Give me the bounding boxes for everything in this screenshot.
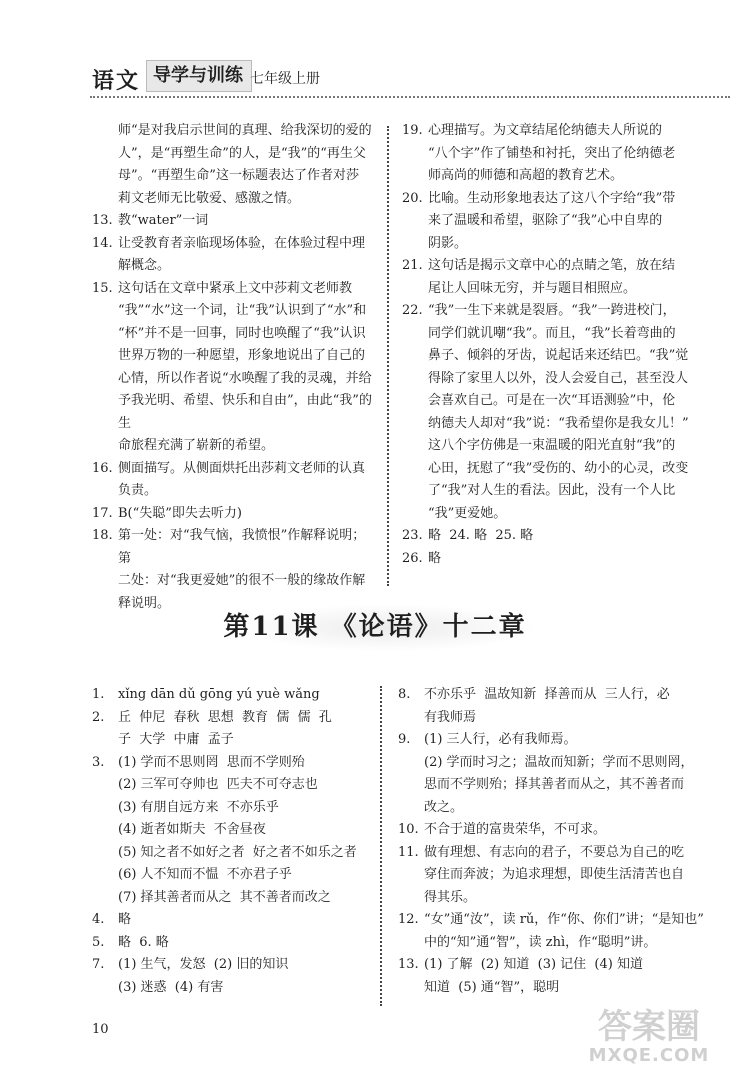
subject-label: 语文	[92, 68, 141, 94]
answer-text: 这句话是揭示文章中心的点睛之笔，放在结 尾让人回味无穷，并与题目相照应。	[428, 258, 676, 296]
answer-text: 略 6. 略	[118, 934, 169, 950]
answer-text: 让受教育者亲临现场体验，在体验过程中理 解概念。	[118, 235, 366, 273]
answer-item	[402, 120, 702, 188]
answer-item	[92, 752, 374, 910]
answer-item	[92, 954, 374, 999]
answer-number: 10.	[398, 822, 419, 837]
answer-text: 略	[428, 550, 442, 566]
answer-item	[92, 684, 374, 707]
answer-item	[92, 503, 376, 526]
answer-item	[402, 300, 702, 525]
answer-text: “女”通“汝”，读 rǔ，作“你、你们”讲；“是知也” 中的“知”通“智”，读 zhì，作“聪明”讲。	[424, 912, 704, 950]
answer-text: (1) 生气，发怒 (2) 旧的知识 (3) 迷惑 (4) 有害	[118, 957, 289, 995]
answer-text: 心理描写。为文章结尾伦纳德夫人所说的 “八个字”作了铺垫和衬托，突出了伦纳德老 师高尚的师德和高超的教育艺术。	[428, 123, 676, 183]
answer-text: 侧面描写。从侧面烘托出莎莉文老师的认真 负责。	[118, 460, 366, 498]
answer-number: 9.	[398, 732, 411, 747]
answer-number: 22.	[402, 303, 423, 318]
answer-number: 11.	[398, 844, 419, 860]
answer-text: 这句话在文章中紧承上文中莎莉文老师教 “我”“水”这一个词，让“我”认识到了“水”和 “杯”并不是一回事，同时也唤醒了“我”认识 世界万物的一种愿望，形象地说出了自己的 心情，所以作者说“水唤醒了我的灵魂，并给 予我光明、希望、快乐和自由”，由此“我”的生 命旅程充满了崭新的希望。	[118, 280, 372, 453]
answer-item	[92, 909, 374, 932]
answer-item	[402, 548, 702, 571]
header-rule	[90, 96, 730, 98]
answer-text: 不亦乐乎 温故知新 择善而从 三人行，必 有我师焉	[424, 687, 670, 725]
answer-number: 17.	[92, 505, 113, 521]
answer-text: 略	[118, 912, 132, 927]
answer-item	[92, 525, 376, 615]
watermark-logo	[560, 1008, 738, 1072]
answer-number	[92, 120, 118, 210]
answer-text: “我”一生下来就是裂唇。“我”一跨进校门， 同学们就讥嘲“我”。而且，“我”长着弯曲的 鼻子、倾斜的牙齿，说起话来还结巴。“我”觉 得除了家里人以外，没人会爱自己，甚至没人 会喜欢自己。可是在一次“耳语测验”中，伦 纳德夫人却对“我”说：“我希望你是我女儿！” 这八个字仿佛是一束温暖的阳光直射“我”的 心田，抚慰了“我”受伤的、幼小的心灵，改变 了“我”对人生的看法。因此，没有一个人比 “我”更爱她。	[428, 303, 689, 521]
column-divider	[380, 686, 382, 1006]
answer-item	[92, 210, 376, 233]
watermark-url: MXQE.COM	[588, 1045, 710, 1066]
answer-item	[398, 819, 704, 842]
answer-number: 4.	[92, 912, 105, 927]
answer-text: 第一处：对“我气恼，我愤恨”作解释说明；第 二处：对“我更爱她”的很不一般的缘故作解 释说明。	[118, 528, 366, 611]
answer-number: 3.	[92, 754, 105, 770]
answer-number: 7.	[92, 957, 105, 972]
answer-item	[398, 684, 704, 729]
answer-item	[92, 233, 376, 278]
answer-number: 13.	[92, 213, 113, 228]
answer-text: (1) 了解 (2) 知道 (3) 记住 (4) 知道 知道 (5) 通“智”，聪明	[424, 957, 643, 995]
answer-item	[402, 525, 702, 548]
answer-number: 13.	[398, 957, 419, 972]
book-title: 导学与训练	[146, 60, 252, 92]
page-number: 10	[92, 1022, 109, 1037]
answer-number: 23.	[402, 528, 423, 543]
answer-number: 26.	[402, 550, 423, 566]
answer-number: 15.	[92, 280, 113, 296]
answer-item	[92, 278, 376, 458]
answer-number: 1.	[92, 687, 105, 702]
answer-item	[92, 458, 376, 503]
answer-text: (1) 学而不思则罔 思而不学则殆 (2) 三军可夺帅也 匹夫不可夺志也 (3) 有朋自远方来 不亦乐乎 (4) 逝者如斯夫 不舍昼夜 (5) 知之者不如好之者 好之者不如乐之者 (6) 人不知而不愠 不亦君子乎 (7) 择其善者而从之 其不善者而改之	[118, 754, 357, 905]
answer-item	[92, 120, 376, 210]
answer-text: 比喻。生动形象地表达了这八个字给“我”带 来了温暖和希望，驱除了“我”心中自卑的 阴影。	[428, 190, 676, 251]
answer-text: 丘 仲尼 春秋 思想 教育 儒 儒 孔 子 大学 中庸 孟子	[118, 709, 332, 747]
answer-text: 教“water”一词	[118, 213, 209, 228]
answer-item	[92, 707, 374, 752]
answer-text: (1) 三人行，必有我师焉。 (2) 学而时习之；温故而知新；学而不思则罔， 思而不学则殆；择其善者而从之，其不善者而 改之。	[424, 732, 694, 815]
watermark-text: 答案圈	[598, 1007, 700, 1047]
lesson-title: 第11课 《论语》十二章	[223, 612, 527, 642]
answer-text: 做有理想、有志向的君子，不要总为自己的吃 穿住而奔波；为追求理想，即使生活清苦也自 得其乐。	[424, 844, 685, 905]
answer-item	[398, 729, 704, 819]
answer-number: 20.	[402, 190, 423, 206]
answer-item	[398, 909, 704, 954]
answer-number: 2.	[92, 709, 105, 725]
answer-number: 19.	[402, 123, 423, 138]
answer-item	[402, 255, 702, 300]
answer-number: 16.	[92, 460, 113, 476]
answer-item	[402, 188, 702, 256]
answer-text: B(“失聪”即失去听力)	[118, 505, 242, 521]
answer-number: 5.	[92, 934, 105, 950]
answer-text: 师“是对我启示世间的真理、给我深切的爱的 人”，是“再塑生命”的人，是“我”的“再生父 母”。“再塑生命”这一标题表达了作者对莎 莉文老师无比敬爱、感激之情。	[118, 123, 372, 206]
answer-item	[398, 842, 704, 910]
column-divider	[387, 126, 389, 586]
answer-number: 8.	[398, 687, 411, 702]
lower-right-column	[398, 684, 704, 999]
lower-left-column	[92, 684, 374, 999]
answer-text: 略 24. 略 25. 略	[428, 528, 534, 543]
upper-left-column	[92, 120, 376, 615]
answer-number: 14.	[92, 235, 113, 251]
answer-number: 21.	[402, 258, 423, 273]
upper-right-column	[402, 120, 702, 570]
grade-label: 七年级上册	[250, 71, 320, 87]
answer-item	[92, 932, 374, 955]
answer-text: xǐng dān dǔ gōng yú yuè wǎng	[118, 687, 320, 702]
answer-item	[398, 954, 704, 999]
answer-number: 18.	[92, 528, 113, 543]
answer-text: 不合于道的富贵荣华，不可求。	[424, 822, 607, 837]
answer-number: 12.	[398, 912, 419, 927]
